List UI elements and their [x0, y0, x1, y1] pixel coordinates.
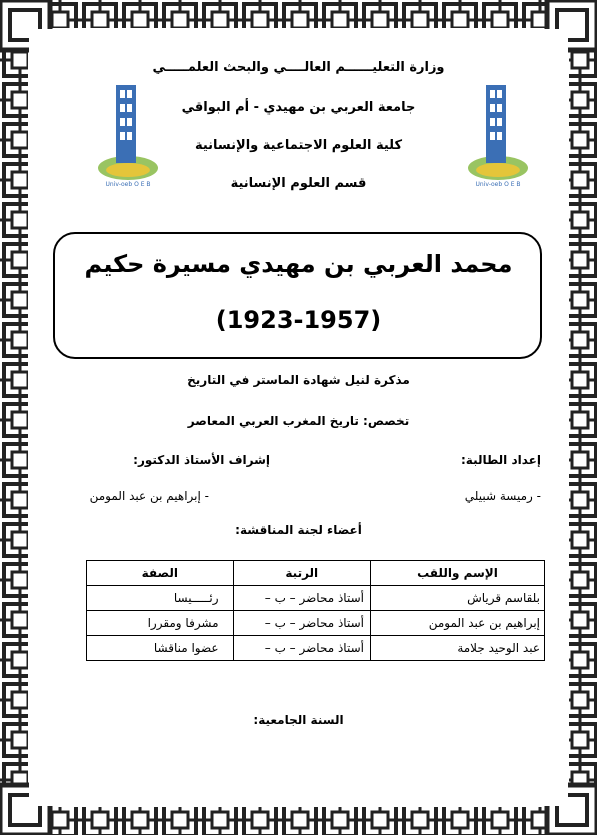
member-role: رئـــــيسا: [87, 586, 234, 611]
supervisor-label: إشراف الأستاذ الدكتور:: [133, 453, 270, 467]
member-role: عضوا مناقشا: [87, 636, 234, 661]
committee-header-row: [87, 561, 545, 586]
university-line: جامعة العربي بن مهيدي - أم البواقي: [181, 100, 416, 115]
committee-table: [86, 560, 545, 661]
member-name: بلقاسم قرياش: [370, 586, 544, 611]
table-row: [87, 586, 545, 611]
degree-line: مذكرة لنيل شهادة الماستر في التاريخ: [187, 373, 410, 387]
university-logo-right: [466, 80, 530, 190]
department-line: قسم العلوم الإنسانية: [230, 176, 367, 191]
header-rank: الرتبة: [233, 561, 370, 586]
logo-caption-right: Univ-oeb O E B: [475, 181, 521, 188]
member-role: مشرفا ومقررا: [87, 611, 234, 636]
thesis-title: محمد العربي بن مهيدي مسيرة حكيم: [84, 250, 513, 278]
student-name: - رميسة شبيلي: [464, 489, 541, 503]
member-rank: أستاذ محاضر – ب –: [233, 586, 370, 611]
student-label: إعداد الطالبة:: [461, 453, 541, 467]
specialty-line: تخصص: تاريخ المغرب العربي المعاصر: [187, 414, 410, 428]
member-name: إبراهيم بن عبد المومن: [370, 611, 544, 636]
header-name: الإسم واللقب: [370, 561, 544, 586]
ministry-line: وزارة التعليــــــم العالــــي والبحث العلمـــــي: [152, 60, 445, 75]
university-logo-left: [96, 80, 160, 190]
academic-year-label: السنة الجامعية:: [253, 713, 344, 727]
faculty-line: كلية العلوم الاجتماعية والإنسانية: [194, 138, 403, 153]
header-role: الصفة: [87, 561, 234, 586]
member-name: عبد الوحيد جلامة: [370, 636, 544, 661]
member-rank: أستاذ محاضر – ب –: [233, 636, 370, 661]
table-row: [87, 636, 545, 661]
member-rank: أستاذ محاضر – ب –: [233, 611, 370, 636]
logo-caption-left: Univ-oeb O E B: [105, 181, 151, 188]
supervisor-name: - إبراهيم بن عبد المومن: [89, 489, 209, 503]
thesis-years: (1923-1957): [215, 306, 382, 334]
committee-title: أعضاء لجنة المناقشة:: [235, 523, 362, 537]
table-row: [87, 611, 545, 636]
